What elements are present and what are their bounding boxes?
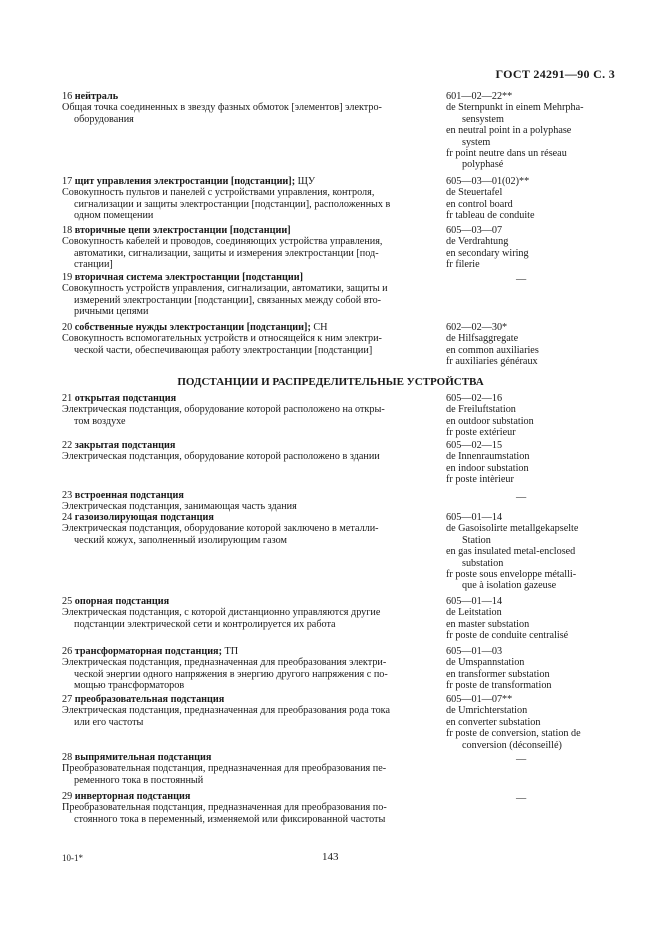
- term-name: преобразовательная подстанция: [72, 694, 225, 705]
- cross-reference-line: en indoor substation: [446, 462, 529, 474]
- definition-line: том воздухе: [74, 415, 126, 427]
- term-name: выпрямительная подстанция: [72, 752, 212, 763]
- definition-line: Электрическая подстанция, оборудование которой заключено в металли-: [62, 523, 379, 535]
- cross-reference-line: fr poste intèrieur: [446, 474, 514, 486]
- cross-reference-line: de Gasoisolirte metallgekapselte: [446, 523, 579, 535]
- term-line: [62, 393, 176, 404]
- term-name: газоизолирующая подстанция: [72, 512, 214, 523]
- cross-reference-line: —: [516, 793, 527, 804]
- cross-reference-line: —: [516, 274, 527, 285]
- cross-reference-line: —: [516, 754, 527, 765]
- page-number: 143: [322, 851, 339, 863]
- term-number: 22: [62, 440, 73, 451]
- term-name: встроенная подстанция: [72, 490, 184, 501]
- cross-reference-line: conversion (déconseillé): [462, 739, 562, 751]
- term-number: 28: [62, 752, 73, 763]
- term-number: 25: [62, 596, 73, 607]
- term-number: 26: [62, 646, 73, 657]
- term-line: [62, 322, 328, 333]
- term-number: 29: [62, 791, 73, 802]
- cross-reference-line: en master substation: [446, 618, 530, 630]
- footer-code: 10-1*: [62, 853, 83, 863]
- term-name: трансформаторная подстанция;: [72, 646, 222, 657]
- term-number: 24: [62, 512, 73, 523]
- term-number: 23: [62, 490, 73, 501]
- term-line: [62, 272, 303, 283]
- cross-reference-line: fr poste sous enveloppe métalli-: [446, 569, 577, 580]
- cross-reference-line: en gas insulated metal-enclosed: [446, 546, 576, 558]
- definition-line: мощью трансформаторов: [74, 680, 185, 692]
- term-number: 17: [62, 176, 73, 187]
- cross-reference-line: fr auxiliaries généraux: [446, 356, 538, 368]
- definition-line: измерений электростанции [подстанции], связанных между собой вто-: [74, 294, 382, 306]
- cross-reference-line: —: [516, 492, 527, 503]
- cross-reference-line: en neutral point in a polyphase: [446, 125, 572, 137]
- cross-reference-line: fr point neutre dans un réseau: [446, 148, 567, 159]
- cross-reference-line: de Innenraumstation: [446, 451, 530, 463]
- definition-line: автоматики, сигнализации, защиты и измерения электростанции [под-: [74, 247, 379, 259]
- term-line: [62, 225, 291, 236]
- term-name: инверторная подстанция: [72, 791, 191, 802]
- term-name: закрытая подстанция: [72, 440, 176, 451]
- definition-line: оборудования: [74, 113, 134, 125]
- cross-reference-line: en converter substation: [446, 716, 541, 728]
- section-title: ПОДСТАНЦИИ И РАСПРЕДЕЛИТЕЛЬНЫЕ УСТРОЙСТВА: [177, 376, 484, 388]
- cross-reference-line: de Verdrahtung: [446, 236, 509, 248]
- cross-reference-line: 605—01—07**: [446, 694, 513, 705]
- cross-reference-line: 605—02—15: [446, 440, 503, 451]
- term-number: 18: [62, 225, 73, 236]
- definition-line: Электрическая подстанция, оборудование которой расположено на откры-: [62, 404, 385, 416]
- definition-line: Электрическая подстанция, предназначенная для преобразования электри-: [62, 657, 387, 669]
- cross-reference-line: 605—03—07: [446, 225, 503, 236]
- cross-reference-line: en transformer substation: [446, 668, 550, 680]
- cross-reference-line: Station: [462, 534, 491, 546]
- definition-line: Общая точка соединенных в звезду фазных обмоток [элементов] электро-: [62, 102, 382, 114]
- cross-reference-line: 605—01—14: [446, 512, 503, 523]
- term-number: 21: [62, 393, 73, 404]
- cross-reference-line: que à isolation gazeuse: [462, 580, 557, 592]
- definition-line: ческий кожух, заполненный изолирующим газом: [74, 534, 287, 546]
- definition-line: Совокупность устройств управления, сигнализации, автоматики, защиты и: [62, 283, 388, 295]
- cross-reference-line: en outdoor substation: [446, 415, 534, 427]
- term-line: [62, 440, 175, 451]
- term-name: опорная подстанция: [72, 596, 170, 607]
- cross-reference-line: fr filerie: [446, 259, 480, 271]
- term-line: [62, 791, 190, 802]
- definition-line: стоянного тока в переменный, изменяемой или фиксированной частоты: [74, 813, 386, 825]
- cross-reference-line: en common auxiliaries: [446, 344, 539, 356]
- definition-line: ременного тока в постоянный: [74, 774, 204, 786]
- term-number: 27: [62, 694, 73, 705]
- definition-line: Совокупность вспомогательных устройств и относящейся к ним электри-: [62, 333, 382, 345]
- cross-reference-line: system: [462, 136, 491, 148]
- term-abbreviation: ТП: [221, 646, 239, 657]
- term-name: вторичная система электростанции [подстанции]: [72, 272, 304, 283]
- definition-line: станции]: [74, 259, 113, 271]
- definition-line: Электрическая подстанция, занимающая часть здания: [62, 501, 297, 513]
- term-line: [62, 490, 184, 501]
- term-line: [62, 176, 315, 187]
- cross-reference-line: de Freiluftstation: [446, 404, 516, 416]
- cross-reference-line: 602—02—30*: [446, 322, 508, 333]
- cross-reference-line: en control board: [446, 198, 513, 210]
- cross-reference-line: de Steuertafel: [446, 187, 503, 199]
- term-name: открытая подстанция: [72, 393, 177, 404]
- term-abbreviation: СН: [310, 322, 328, 333]
- term-name: щит управления электростанции [подстанции];: [72, 176, 296, 187]
- definition-line: ческой энергии одного напряжения в энергию другого напряжения с по-: [74, 668, 388, 680]
- cross-reference-line: 605—03—01(02)**: [446, 176, 530, 187]
- cross-reference-line: fr poste extérieur: [446, 427, 516, 439]
- term-line: [62, 91, 118, 102]
- cross-reference-line: sensystem: [462, 113, 504, 125]
- definition-line: Электрическая подстанция, предназначенная для преобразования рода тока: [62, 705, 391, 717]
- cross-reference-line: 601—02—22**: [446, 91, 513, 102]
- cross-reference-line: de Umspannstation: [446, 657, 525, 669]
- term-line: [62, 512, 214, 523]
- term-number: 16: [62, 91, 73, 102]
- definition-line: Электрическая подстанция, оборудование которой расположено в здании: [62, 451, 380, 463]
- cross-reference-line: fr poste de conversion, station de: [446, 728, 581, 740]
- cross-reference-line: de Sternpunkt in einem Mehrpha-: [446, 102, 584, 114]
- cross-reference-line: en secondary wiring: [446, 247, 529, 259]
- definition-line: Преобразовательная подстанция, предназначенная для преобразования по-: [62, 802, 387, 814]
- definition-line: или его частоты: [74, 716, 144, 728]
- definition-line: Совокупность кабелей и проводов, соединяющих устройства управления,: [62, 236, 383, 248]
- cross-reference-line: fr poste de conduite centralisé: [446, 630, 569, 642]
- definition-line: Совокупность пультов и панелей с устройствами управления, контроля,: [62, 187, 375, 199]
- term-line: [62, 596, 169, 607]
- term-line: [62, 694, 224, 705]
- cross-reference-line: polyphasé: [462, 159, 504, 171]
- term-line: [62, 646, 238, 657]
- term-abbreviation: ЩУ: [295, 176, 316, 187]
- cross-reference-line: de Leitstation: [446, 607, 502, 619]
- definition-line: ческой части, обеспечивающая работу электростанции [подстанции]: [74, 344, 373, 356]
- cross-reference-line: de Hilfsaggregate: [446, 333, 519, 345]
- term-line: [62, 752, 211, 763]
- definition-line: подстанции электрической сети и контролируется их работа: [74, 618, 336, 630]
- definition-line: одном помещении: [74, 210, 154, 222]
- cross-reference-line: substation: [462, 557, 504, 569]
- term-name: собственные нужды электростанции [подстанции];: [72, 322, 311, 333]
- definition-line: Электрическая подстанция, с которой дистанционно управляются другие: [62, 607, 381, 619]
- term-number: 19: [62, 272, 73, 283]
- definition-line: Преобразовательная подстанция, предназначенная для преобразования пе-: [62, 763, 387, 775]
- term-name: вторичные цепи электростанции [подстанции]: [72, 225, 291, 236]
- term-number: 20: [62, 322, 73, 333]
- term-name: нейтраль: [72, 91, 119, 102]
- cross-reference-line: 605—02—16: [446, 393, 503, 404]
- cross-reference-line: 605—01—03: [446, 646, 503, 657]
- definition-line: сигнализации и защиты электростанции [подстанции], расположенных в: [74, 198, 391, 210]
- cross-reference-line: 605—01—14: [446, 596, 503, 607]
- page-header: ГОСТ 24291—90 С. 3: [495, 67, 615, 81]
- cross-reference-line: fr tableau de conduite: [446, 210, 535, 222]
- cross-reference-line: fr poste de transformation: [446, 680, 552, 692]
- definition-line: ричными цепями: [74, 306, 149, 318]
- cross-reference-line: de Umrichterstation: [446, 705, 528, 717]
